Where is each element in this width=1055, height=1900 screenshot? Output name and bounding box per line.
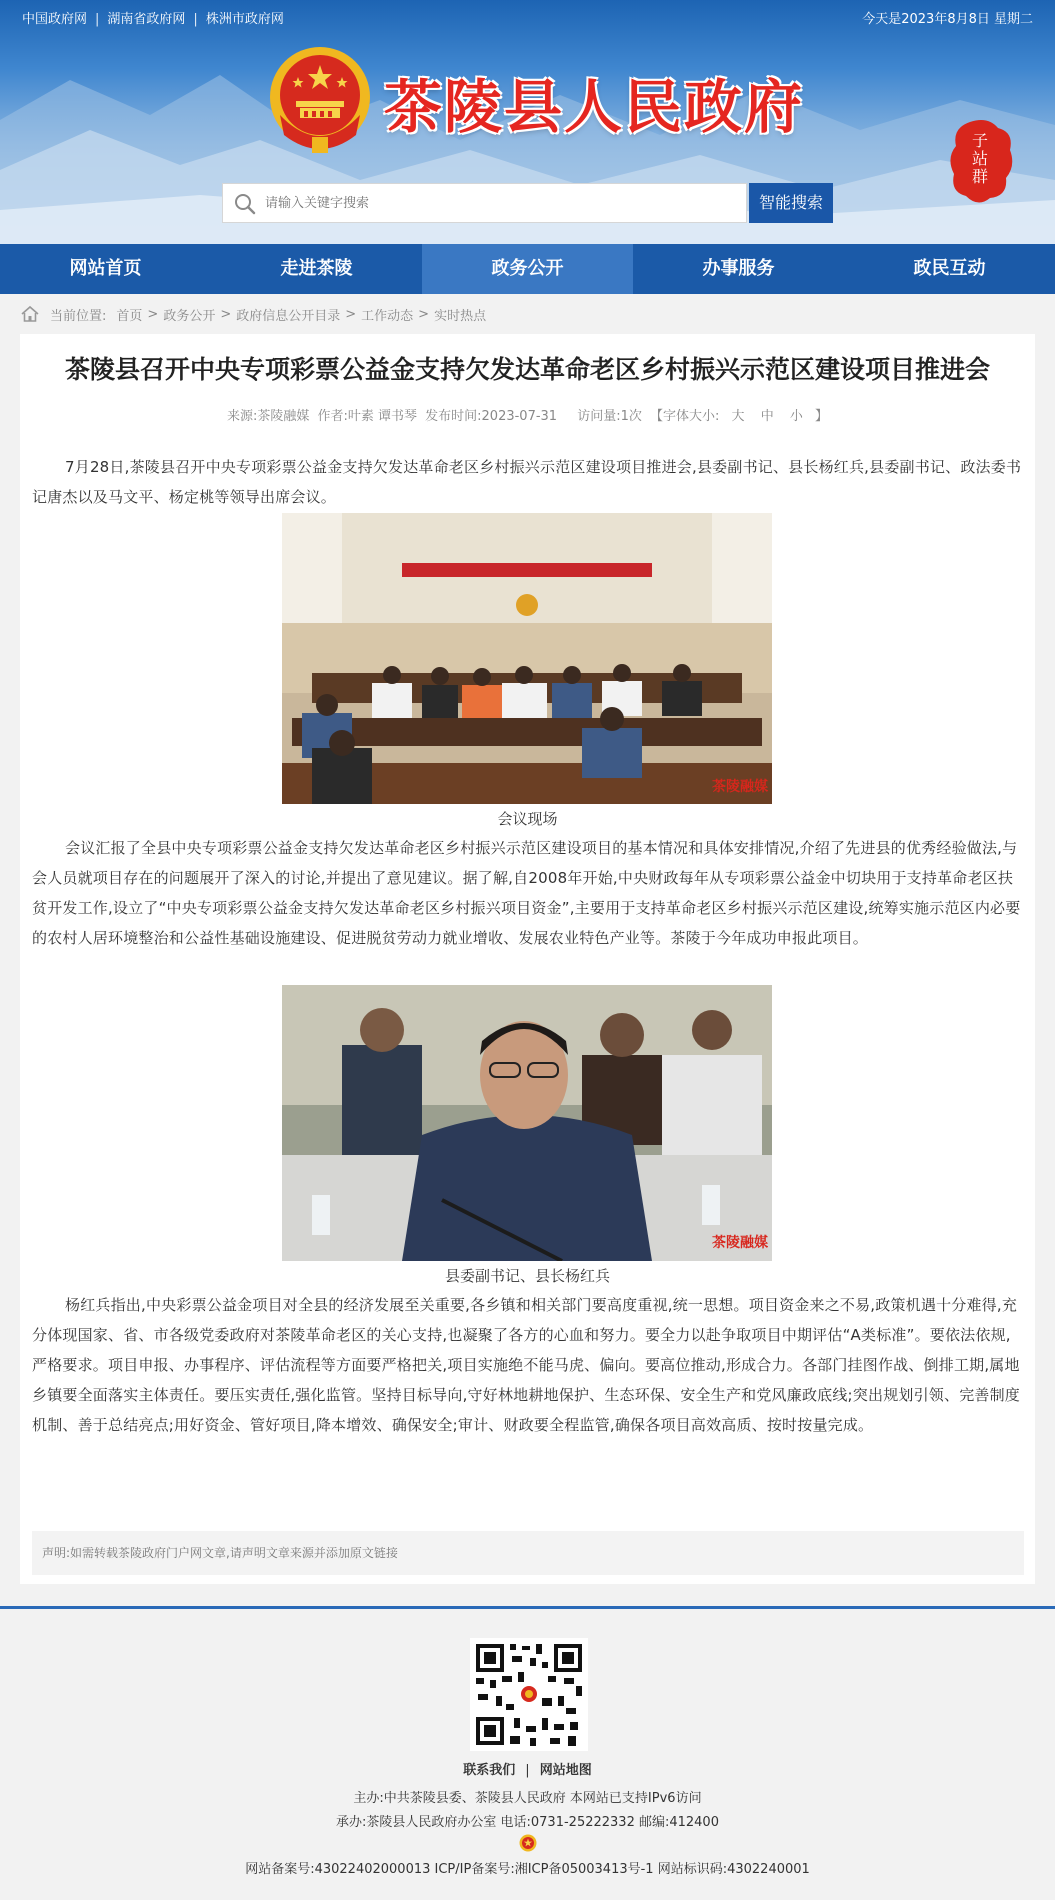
breadcrumb-item-catalog[interactable]: 政府信息公开目录 <box>236 308 341 324</box>
link-zhuzhou-gov[interactable]: 株洲市政府网 <box>205 12 284 27</box>
footer-organizer: 承办:茶陵县人民政府办公室 电话:0731-25222332 邮编:412400 <box>336 1815 719 1830</box>
article-paragraph-3: 杨红兵指出,中央彩票公益金项目对全县的经济发展至关重要,各乡镇和相关部门要高度重视,统一思想。项目资金来之不易,政策机遇十分难得,充分体现国家、省、市各级党委政府对茶陵革命老区的关心支持,也凝聚了各方的心血和努力。要全力以赴争取项目中期评估“A类标准”。要依法依规,严格要求。项目申报、办事程序、评估流程等方面要严格把关,项目实施绝不能马虎、偏向。要高位推动,形成合力。各部门挂图作战、倒排工期,属地乡镇要全面落实主体责任。要压实责任,强化监管。坚持目标导向,守好林地耕地保护、生态环保、安全生产和党风廉政底线;突出规划引领、完善制度机制、善于总结亮点;用好资金、管好项目,降本增效、确保安全;审计、财政要全程监管,确保各项目高效高质、按时按量完成。 <box>32 1296 1020 1434</box>
nav-item-services[interactable]: 办事服务 <box>702 258 775 279</box>
article-card <box>20 334 1035 1584</box>
footer-registration: 网站备案号:43022402000013 ICP/IP备案号:湘ICP备05003413号-1 网站标识码:4302240001 <box>245 1862 810 1877</box>
footer-link-separator: | <box>525 1763 530 1778</box>
breadcrumb-separator: > <box>345 306 357 322</box>
footer-link-sitemap[interactable]: 网站地图 <box>539 1763 592 1778</box>
footer-links <box>0 1759 1055 1778</box>
photo-watermark: 茶陵融媒 <box>712 1235 768 1251</box>
photo-watermark: 茶陵融媒 <box>712 779 768 795</box>
photo-caption-2: 县委副书记、县长杨红兵 <box>444 1267 610 1285</box>
breadcrumb-separator: > <box>220 306 232 322</box>
gov-links <box>22 8 284 27</box>
qr-code-icon[interactable] <box>470 1638 588 1751</box>
breadcrumb-prefix: 当前位置: <box>50 308 107 324</box>
home-icon <box>20 305 40 323</box>
nav-item-gov-affairs[interactable]: 政务公开 <box>422 244 633 294</box>
breadcrumb-item-home[interactable]: 首页 <box>116 308 143 324</box>
breadcrumb <box>20 302 486 326</box>
font-size-close: 】 <box>815 409 829 424</box>
footer-sponsor: 主办:中共茶陵县委、茶陵县人民政府 本网站已支持IPv6访问 <box>353 1791 702 1806</box>
meta-author: 作者:叶素 谭书琴 <box>317 409 417 424</box>
meta-views: 访问量:1次 <box>577 409 642 424</box>
font-size-large[interactable]: 大 <box>731 409 745 424</box>
nav-item-interaction[interactable]: 政民互动 <box>913 258 986 279</box>
article-paragraph-1: 7月28日,茶陵县召开中央专项彩票公益金支持欠发达革命老区乡村振兴示范区建设项目推进会,县委副书记、县长杨红兵,县委副书记、政法委书记唐杰以及马文平、杨定桃等领导出席会议。 <box>32 458 1022 506</box>
link-hunan-gov[interactable]: 湖南省政府网 <box>107 12 186 27</box>
search-button[interactable]: 智能搜索 <box>749 183 833 223</box>
current-date: 今天是2023年8月8日 星期二 <box>862 12 1033 27</box>
substation-label[interactable]: 子站群 <box>971 131 988 186</box>
font-size-small[interactable]: 小 <box>789 409 803 424</box>
footer-divider <box>0 1606 1055 1609</box>
breadcrumb-item-hot-topics[interactable]: 实时热点 <box>434 308 487 324</box>
article-title: 茶陵县召开中央专项彩票公益金支持欠发达革命老区乡村振兴示范区建设项目推进会 <box>64 355 990 384</box>
search-box <box>222 183 747 223</box>
meta-source: 来源:茶陵融媒 <box>226 409 310 424</box>
site-header <box>0 0 1055 244</box>
photo-caption-1: 会议现场 <box>497 810 558 828</box>
link-separator: | <box>193 12 198 27</box>
breadcrumb-item-gov-affairs[interactable]: 政务公开 <box>163 308 216 324</box>
top-bar <box>0 0 1055 32</box>
national-emblem-icon <box>268 45 372 155</box>
police-badge-icon[interactable] <box>519 1834 537 1852</box>
breadcrumb-separator: > <box>147 306 159 322</box>
footer-link-contact[interactable]: 联系我们 <box>463 1763 516 1778</box>
speaker-photo <box>282 985 772 1261</box>
breadcrumb-separator: > <box>418 306 430 322</box>
font-size-medium[interactable]: 中 <box>760 409 774 424</box>
meta-publish-time: 发布时间:2023-07-31 <box>425 409 558 424</box>
main-nav <box>0 244 1055 294</box>
search-icon <box>233 192 257 216</box>
copyright-notice: 声明:如需转载茶陵政府门户网文章,请声明文章来源并添加原文链接 <box>32 1531 1024 1575</box>
font-size-label: 【字体大小: <box>650 409 720 424</box>
article-paragraph-2: 会议汇报了全县中央专项彩票公益金支持欠发达革命老区乡村振兴示范区建设项目的基本情况和具体安排情况,介绍了先进县的优秀经验做法,与会人员就项目存在的问题展开了深入的讨论,并提出了意见建议。据了解,自2008年开始,中央财政每年从专项彩票公益金中切块用于支持革命老区扶贫开发工作,设立了“中央专项彩票公益金支持欠发达革命老区乡村振兴项目资金”,主要用于支持革命老区乡村振兴示范区建设,统筹实施示范区内必要的农村人居环境整治和公益性基础设施建设、促进脱贫劳动力就业增收、发展农业特色产业等。茶陵于今年成功申报此项目。 <box>32 839 1021 947</box>
article-meta <box>20 405 1035 424</box>
site-title: 茶陵县人民政府 <box>384 73 805 141</box>
breadcrumb-item-work-news[interactable]: 工作动态 <box>361 308 414 324</box>
link-separator: | <box>95 12 100 27</box>
meeting-photo <box>282 513 772 804</box>
nav-item-home[interactable]: 网站首页 <box>69 258 142 279</box>
search-input[interactable] <box>265 184 735 222</box>
nav-item-about[interactable]: 走进茶陵 <box>280 258 353 279</box>
link-central-gov[interactable]: 中国政府网 <box>22 12 88 27</box>
